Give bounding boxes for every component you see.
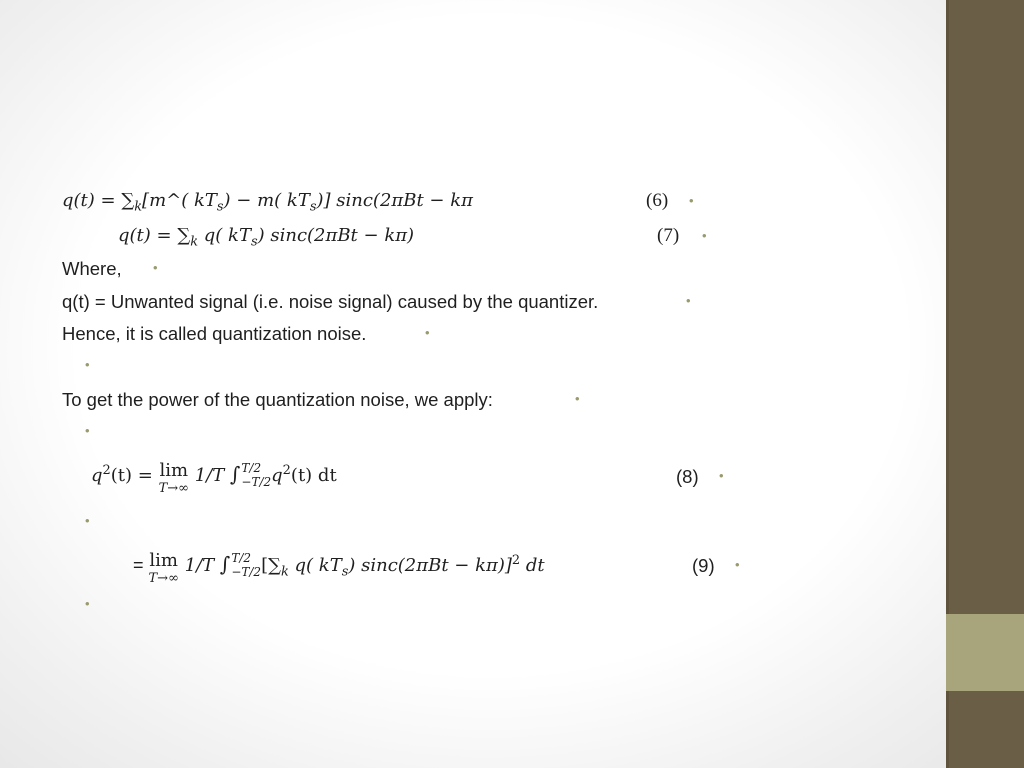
bullet-marker: • [85, 423, 90, 438]
equation-7-number: (7) [657, 225, 680, 246]
quantization-noise-note: Hence, it is called quantization noise. [62, 323, 367, 344]
equation-8: $q^2(t) = \lim$ T→∞ 1/T ∫ T/2 −T/2 $q^2(t)$ dt [91, 460, 337, 496]
bullet-marker: • [719, 468, 724, 483]
bullet-marker: • [85, 513, 90, 528]
bullet-marker: • [575, 391, 580, 406]
equation-9-number: (9) [692, 555, 715, 576]
bullet-marker: • [735, 557, 740, 572]
decorative-sidebar [946, 0, 1024, 768]
power-intro: To get the power of the quantization noise, we apply: [62, 389, 493, 410]
sidebar-accent-block [946, 614, 1024, 691]
equation-6-number: (6) [646, 190, 669, 211]
bullet-marker: • [85, 596, 90, 611]
where-label: Where, [62, 258, 122, 279]
bullet-marker: • [425, 325, 430, 340]
bullet-marker: • [702, 228, 707, 243]
equation-8-number: (8) [676, 466, 699, 487]
equation-7: $q(t) = \sum_k$ q( $kT_s$) sinc(2πBt − kπ) [118, 225, 415, 250]
bullet-marker: • [85, 357, 90, 372]
equation-9: = lim T→∞ 1/T ∫ T/2 −T/2 [$\sum_k$ q( $kT_s$) sinc(2πBt − kπ)]$^2$ dt [133, 550, 545, 586]
bullet-marker: • [686, 293, 691, 308]
noise-definition: q(t) = Unwanted signal (i.e. noise signal) caused by the quantizer. [62, 291, 599, 312]
equation-6: $q(t) = \sum_k[m\^{}$( $kT_s) - m$( $kT_s$)] sinc(2πBt − kπ [62, 190, 473, 215]
bullet-marker: • [153, 260, 158, 275]
bullet-marker: • [689, 193, 694, 208]
